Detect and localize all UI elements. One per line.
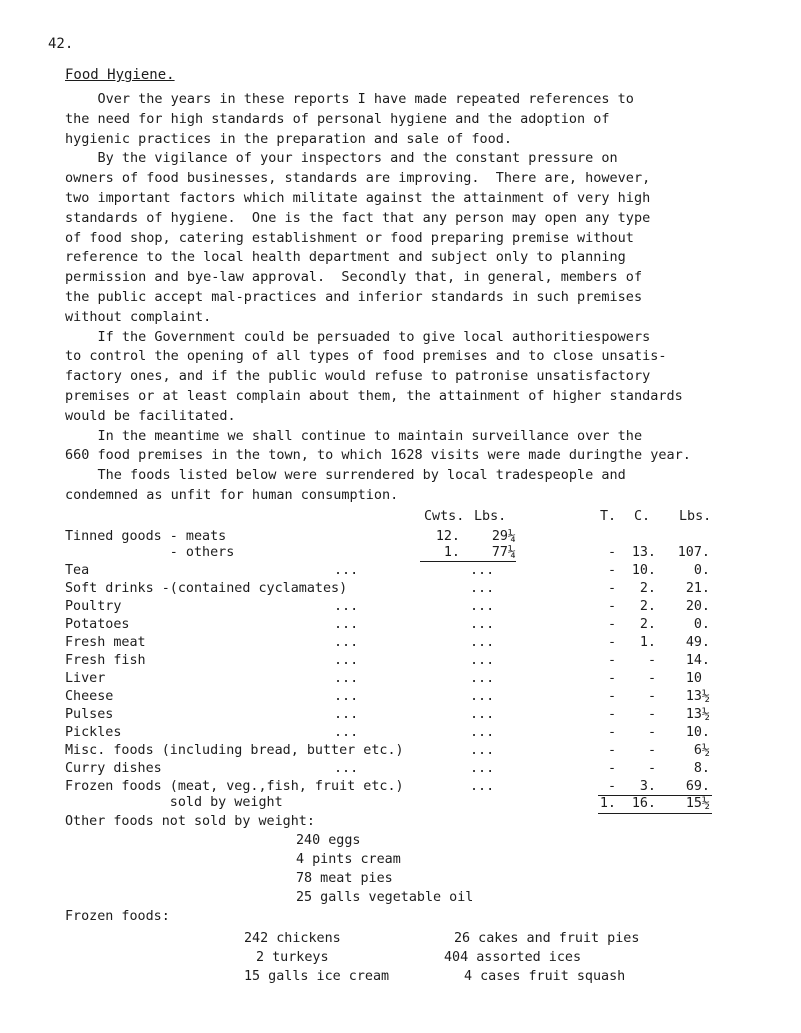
- cell-lbs2: 0.: [693, 617, 710, 632]
- leader-dots: ...: [470, 617, 495, 632]
- row-label: Curry dishes: [65, 761, 162, 776]
- leader-dots: ...: [470, 563, 495, 578]
- leader-dots: ...: [334, 617, 359, 632]
- leader-dots: ...: [334, 761, 359, 776]
- leader-dots: ...: [470, 707, 495, 722]
- leader-dots: ...: [334, 725, 359, 740]
- cell-lbs: 29¼: [491, 529, 516, 544]
- list-item: 4 pints cream: [296, 852, 401, 867]
- text-line: would be facilitated.: [65, 407, 236, 424]
- list-item: 26 cakes and fruit pies: [454, 931, 640, 946]
- cell-t: -: [607, 725, 616, 740]
- row-label: Fresh meat: [65, 635, 146, 650]
- row-label: Cheese: [65, 689, 114, 704]
- cell-t: 1.: [599, 796, 616, 811]
- cell-c: 13.: [631, 545, 656, 560]
- cell-t: -: [607, 581, 616, 596]
- cell-c: 3.: [639, 779, 656, 794]
- row-label: Misc. foods (including bread, butter etc.): [65, 743, 404, 758]
- row-label: Pulses: [65, 707, 114, 722]
- leader-dots: ...: [470, 671, 495, 686]
- cell-t: -: [607, 563, 616, 578]
- leader-dots: ...: [470, 635, 495, 650]
- list-item: 25 galls vegetable oil: [296, 890, 474, 905]
- cell-t: -: [607, 779, 616, 794]
- list-item: 78 meat pies: [296, 871, 393, 886]
- text-line: to control the opening of all types of food premises and to close unsatis-: [65, 348, 667, 365]
- cell-c: -: [647, 707, 656, 722]
- header-lbs2: Lbs.: [679, 509, 712, 524]
- leader-dots: ...: [470, 743, 495, 758]
- text-line: hygienic practices in the preparation and sale of food.: [65, 130, 513, 147]
- cell-lbs: 77¼: [460, 545, 516, 562]
- row-label: Tinned goods - meats: [65, 529, 227, 544]
- cell-c: -: [647, 653, 656, 668]
- body-text: [65, 90, 765, 506]
- leader-dots: ...: [334, 599, 359, 614]
- cell-cwts: 1.: [420, 545, 460, 562]
- leader-dots: ...: [470, 581, 495, 596]
- row-label: Potatoes: [65, 617, 130, 632]
- cell-lbs2: 8.: [693, 761, 710, 776]
- cell-lbs2: 69.: [685, 779, 710, 794]
- text-line: the need for high standards of personal hygiene and the adoption of: [65, 110, 610, 127]
- text-line: reference to the local health department and subject only to planning: [65, 249, 626, 266]
- row-label: Tea: [65, 563, 90, 578]
- text-line: In the meantime we shall continue to maintain surveillance over the: [65, 427, 643, 444]
- leader-dots: ...: [470, 761, 495, 776]
- text-line: of food shop, catering establishment or food preparing premise without: [65, 229, 634, 246]
- cell-lbs2: 15½: [685, 796, 710, 811]
- cell-c: -: [647, 671, 656, 686]
- cell-c: 2.: [639, 599, 656, 614]
- text-line: premises or at least complain about them, the attainment of higher standards: [65, 387, 683, 404]
- header-c: C.: [634, 509, 651, 524]
- leader-dots: ...: [334, 671, 359, 686]
- cell-lbs2: 0.: [693, 563, 710, 578]
- text-line: factory ones, and if the public would refuse to patronise unsatisfactory: [65, 368, 651, 385]
- row-label: Liver: [65, 671, 106, 686]
- text-line: Over the years in these reports I have made repeated references to: [65, 91, 634, 107]
- cell-t: -: [607, 653, 616, 668]
- row-label: sold by weight: [65, 795, 283, 810]
- text-line: owners of food businesses, standards are improving. There are, however,: [65, 170, 651, 187]
- cell-lbs2: 49.: [685, 635, 710, 650]
- cell-t: -: [607, 617, 616, 632]
- header-lbs: Lbs.: [474, 509, 507, 524]
- cell-c: 16.: [631, 796, 656, 811]
- cell-cwts: 12.: [435, 529, 460, 544]
- text-line: standards of hygiene. One is the fact that any person may open any type: [65, 209, 651, 226]
- list-item: 2 turkeys: [256, 950, 329, 965]
- list-item: 404 assorted ices: [444, 950, 582, 965]
- cell-t: -: [607, 743, 616, 758]
- cell-c: -: [647, 725, 656, 740]
- leader-dots: ...: [470, 653, 495, 668]
- leader-dots: ...: [470, 725, 495, 740]
- text-line: The foods listed below were surrendered by local tradespeople and: [65, 467, 626, 484]
- total-rule: [598, 813, 712, 814]
- list-item: 4 cases fruit squash: [464, 969, 626, 984]
- text-line: 660 food premises in the town, to which 1628 visits were made duringthe year.: [65, 447, 691, 464]
- row-label: Poultry: [65, 599, 122, 614]
- cell-lbs2: 107.: [677, 545, 710, 560]
- text-line: If the Government could be persuaded to give local authoritiespowers: [65, 328, 651, 345]
- cell-c: -: [647, 743, 656, 758]
- list-item: 242 chickens: [244, 931, 341, 946]
- cell-lbs2: 10: [685, 671, 702, 686]
- leader-dots: ...: [334, 653, 359, 668]
- page-number: 42.: [48, 36, 74, 52]
- other-foods-heading: Other foods not sold by weight:: [65, 814, 315, 829]
- cell-t: -: [607, 635, 616, 650]
- cell-c: 10.: [631, 563, 656, 578]
- row-label: Pickles: [65, 725, 122, 740]
- cell-c: -: [647, 689, 656, 704]
- cell-t: -: [607, 761, 616, 776]
- text-line: permission and bye-law approval. Secondly that, in general, members of: [65, 269, 643, 286]
- text-line: without complaint.: [65, 308, 212, 325]
- leader-dots: ...: [470, 599, 495, 614]
- row-label: Frozen foods (meat, veg.,fish, fruit etc.): [65, 779, 404, 794]
- text-line: By the vigilance of your inspectors and the constant pressure on: [65, 150, 618, 167]
- frozen-foods-heading: Frozen foods:: [65, 909, 170, 924]
- cell-t: -: [607, 671, 616, 686]
- page-title: Food Hygiene.: [65, 67, 175, 83]
- cell-lbs2: 6½: [693, 743, 710, 758]
- list-item: 15 galls ice cream: [244, 969, 390, 984]
- text-line: condemned as unfit for human consumption.: [65, 486, 399, 503]
- cell-c: -: [647, 761, 656, 776]
- cell-c: 2.: [639, 617, 656, 632]
- cell-c: 1.: [639, 635, 656, 650]
- row-label: Soft drinks -(contained cyclamates): [65, 581, 348, 596]
- cell-lbs2: 21.: [685, 581, 710, 596]
- text-line: the public accept mal-practices and inferior standards in such premises: [65, 288, 643, 305]
- header-t: T.: [600, 509, 617, 524]
- cell-lbs2: 13½: [685, 689, 710, 704]
- header-cwts: Cwts.: [424, 509, 465, 524]
- cell-t: -: [607, 707, 616, 722]
- cell-lbs2: 10.: [685, 725, 710, 740]
- cell-t: -: [607, 545, 616, 560]
- leader-dots: ...: [334, 635, 359, 650]
- cell-lbs2: 13½: [685, 707, 710, 722]
- leader-dots: ...: [470, 779, 495, 794]
- row-label: - others: [65, 545, 235, 560]
- cell-t: -: [607, 689, 616, 704]
- cell-t: -: [607, 599, 616, 614]
- cell-c: 2.: [639, 581, 656, 596]
- cell-lbs2: 20.: [685, 599, 710, 614]
- cell-lbs2: 14.: [685, 653, 710, 668]
- leader-dots: ...: [470, 689, 495, 704]
- leader-dots: ...: [334, 707, 359, 722]
- leader-dots: ...: [334, 563, 359, 578]
- leader-dots: ...: [334, 689, 359, 704]
- list-item: 240 eggs: [296, 833, 361, 848]
- row-label: Fresh fish: [65, 653, 146, 668]
- text-line: two important factors which militate against the attainment of very high: [65, 189, 651, 206]
